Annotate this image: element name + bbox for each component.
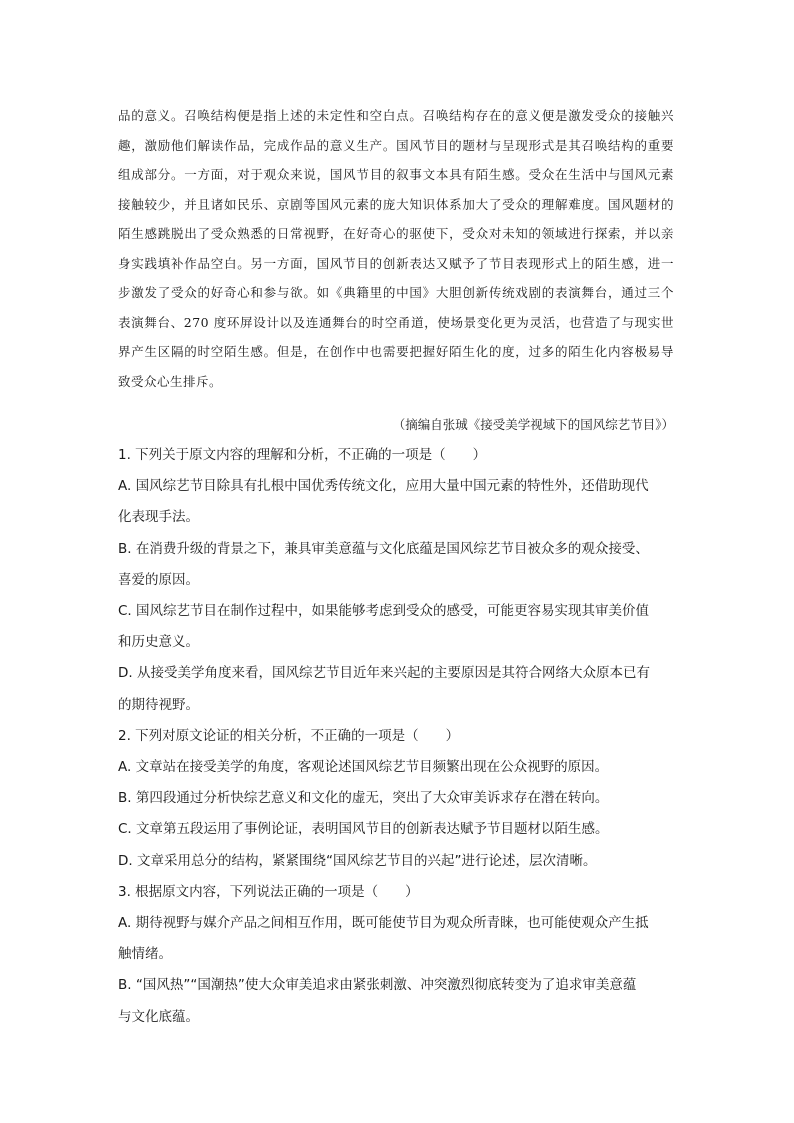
option-text: A. 期待视野与媒介产品之间相互作用，既可能使节目为观众所青睐，也可能使观众产生抵	[118, 915, 649, 932]
option-text: C. 文章第五段运用了事例论证，表明国风节目的创新表达赋予节目题材以陌生感。	[118, 821, 609, 838]
source-attribution: （摘编自张珹《接受美学视域下的国风综艺节目》）	[392, 417, 674, 432]
option-d[interactable]	[118, 846, 678, 877]
option-text: 化表现手法。	[118, 509, 199, 526]
question-stem: 2. 下列对原文论证的相关分析，不正确的一项是（ ）	[118, 727, 460, 744]
option-d[interactable]	[118, 658, 678, 720]
question-3	[118, 877, 678, 1033]
option-text: 和历史意义。	[118, 634, 199, 651]
reading-passage: 品的意义。召唤结构便是指上述的未定性和空白点。召唤结构存在的意义便是激发受众的接触兴趣，激励他们解读作品，完成作品的意义生产。国风节目的题材与呈现形式是其召唤结构的重要组成部分。一方面，对于观众来说，国风节目的叙事文本具有陌生感。受众在生活中与国风元素接触较少，并且诸如民乐、京剧等国风元素的庞大知识体系加大了受众的理解难度。国风题材的陌生感跳脱出了受众熟悉的日常视野，在好奇心的驱使下，受众对未知的领域进行探索，并以亲身实践填补作品空白。另一方面，国风节目的创新表达又赋予了节目表现形式上的陌生感，进一步激发了受众的好奇心和参与欲。如《典籍里的中国》大胆创新传统戏剧的表演舞台，通过三个表演舞台、270 度环屏设计以及连通舞台的时空甬道，使场景变化更为灵活，也营造了与现实世界产生区隔的时空陌生感。但是，在创作中也需要把握好陌生化的度，过多的陌生化内容极易导致受众心生排斥。	[118, 108, 674, 389]
option-text: B. “国风热”“国潮热”使大众审美追求由紧张刺激、冲突激烈彻底转变为了追求审美意蕴	[118, 977, 637, 994]
option-c[interactable]	[118, 814, 678, 845]
option-a[interactable]	[118, 908, 678, 970]
option-text: 喜爱的原因。	[118, 571, 199, 588]
question-1	[118, 440, 678, 721]
option-text: C. 国风综艺节目在制作过程中，如果能够考虑到受众的感受，可能更容易实现其审美价值	[118, 603, 650, 620]
option-text: D. 从接受美学角度来看，国风综艺节目近年来兴起的主要原因是其符合网络大众原本已有	[118, 665, 650, 682]
option-text: 触情绪。	[118, 946, 172, 963]
option-text: D. 文章采用总分的结构，紧紧围绕“国风综艺节目的兴起”进行论述，层次清晰。	[118, 852, 597, 869]
option-text: B. 在消费升级的背景之下，兼具审美意蕴与文化底蕴是国风综艺节目被众多的观众接受、	[118, 540, 649, 557]
question-stem: 1. 下列关于原文内容的理解和分析，不正确的一项是（ ）	[118, 447, 487, 463]
option-text: A. 国风综艺节目除具有扎根中国优秀传统文化，应用大量中国元素的特性外，还借助现代	[118, 478, 649, 495]
option-text: A. 文章站在接受美学的角度，客观论述国风综艺节目频繁出现在公众视野的原因。	[118, 759, 609, 776]
option-text: 与文化底蕴。	[118, 1008, 199, 1025]
option-text: B. 第四段通过分析快综艺意义和文化的虚无，突出了大众审美诉求存在潜在转向。	[118, 790, 609, 807]
option-b[interactable]	[118, 970, 678, 1032]
question-list	[118, 440, 678, 1033]
option-text: 的期待视野。	[118, 696, 199, 713]
option-a[interactable]	[118, 471, 678, 533]
option-b[interactable]	[118, 783, 678, 814]
option-a[interactable]	[118, 752, 678, 783]
question-2	[118, 721, 678, 877]
option-c[interactable]	[118, 596, 678, 658]
option-b[interactable]	[118, 534, 678, 596]
question-stem: 3. 根据原文内容，下列说法正确的一项是（ ）	[118, 883, 419, 900]
